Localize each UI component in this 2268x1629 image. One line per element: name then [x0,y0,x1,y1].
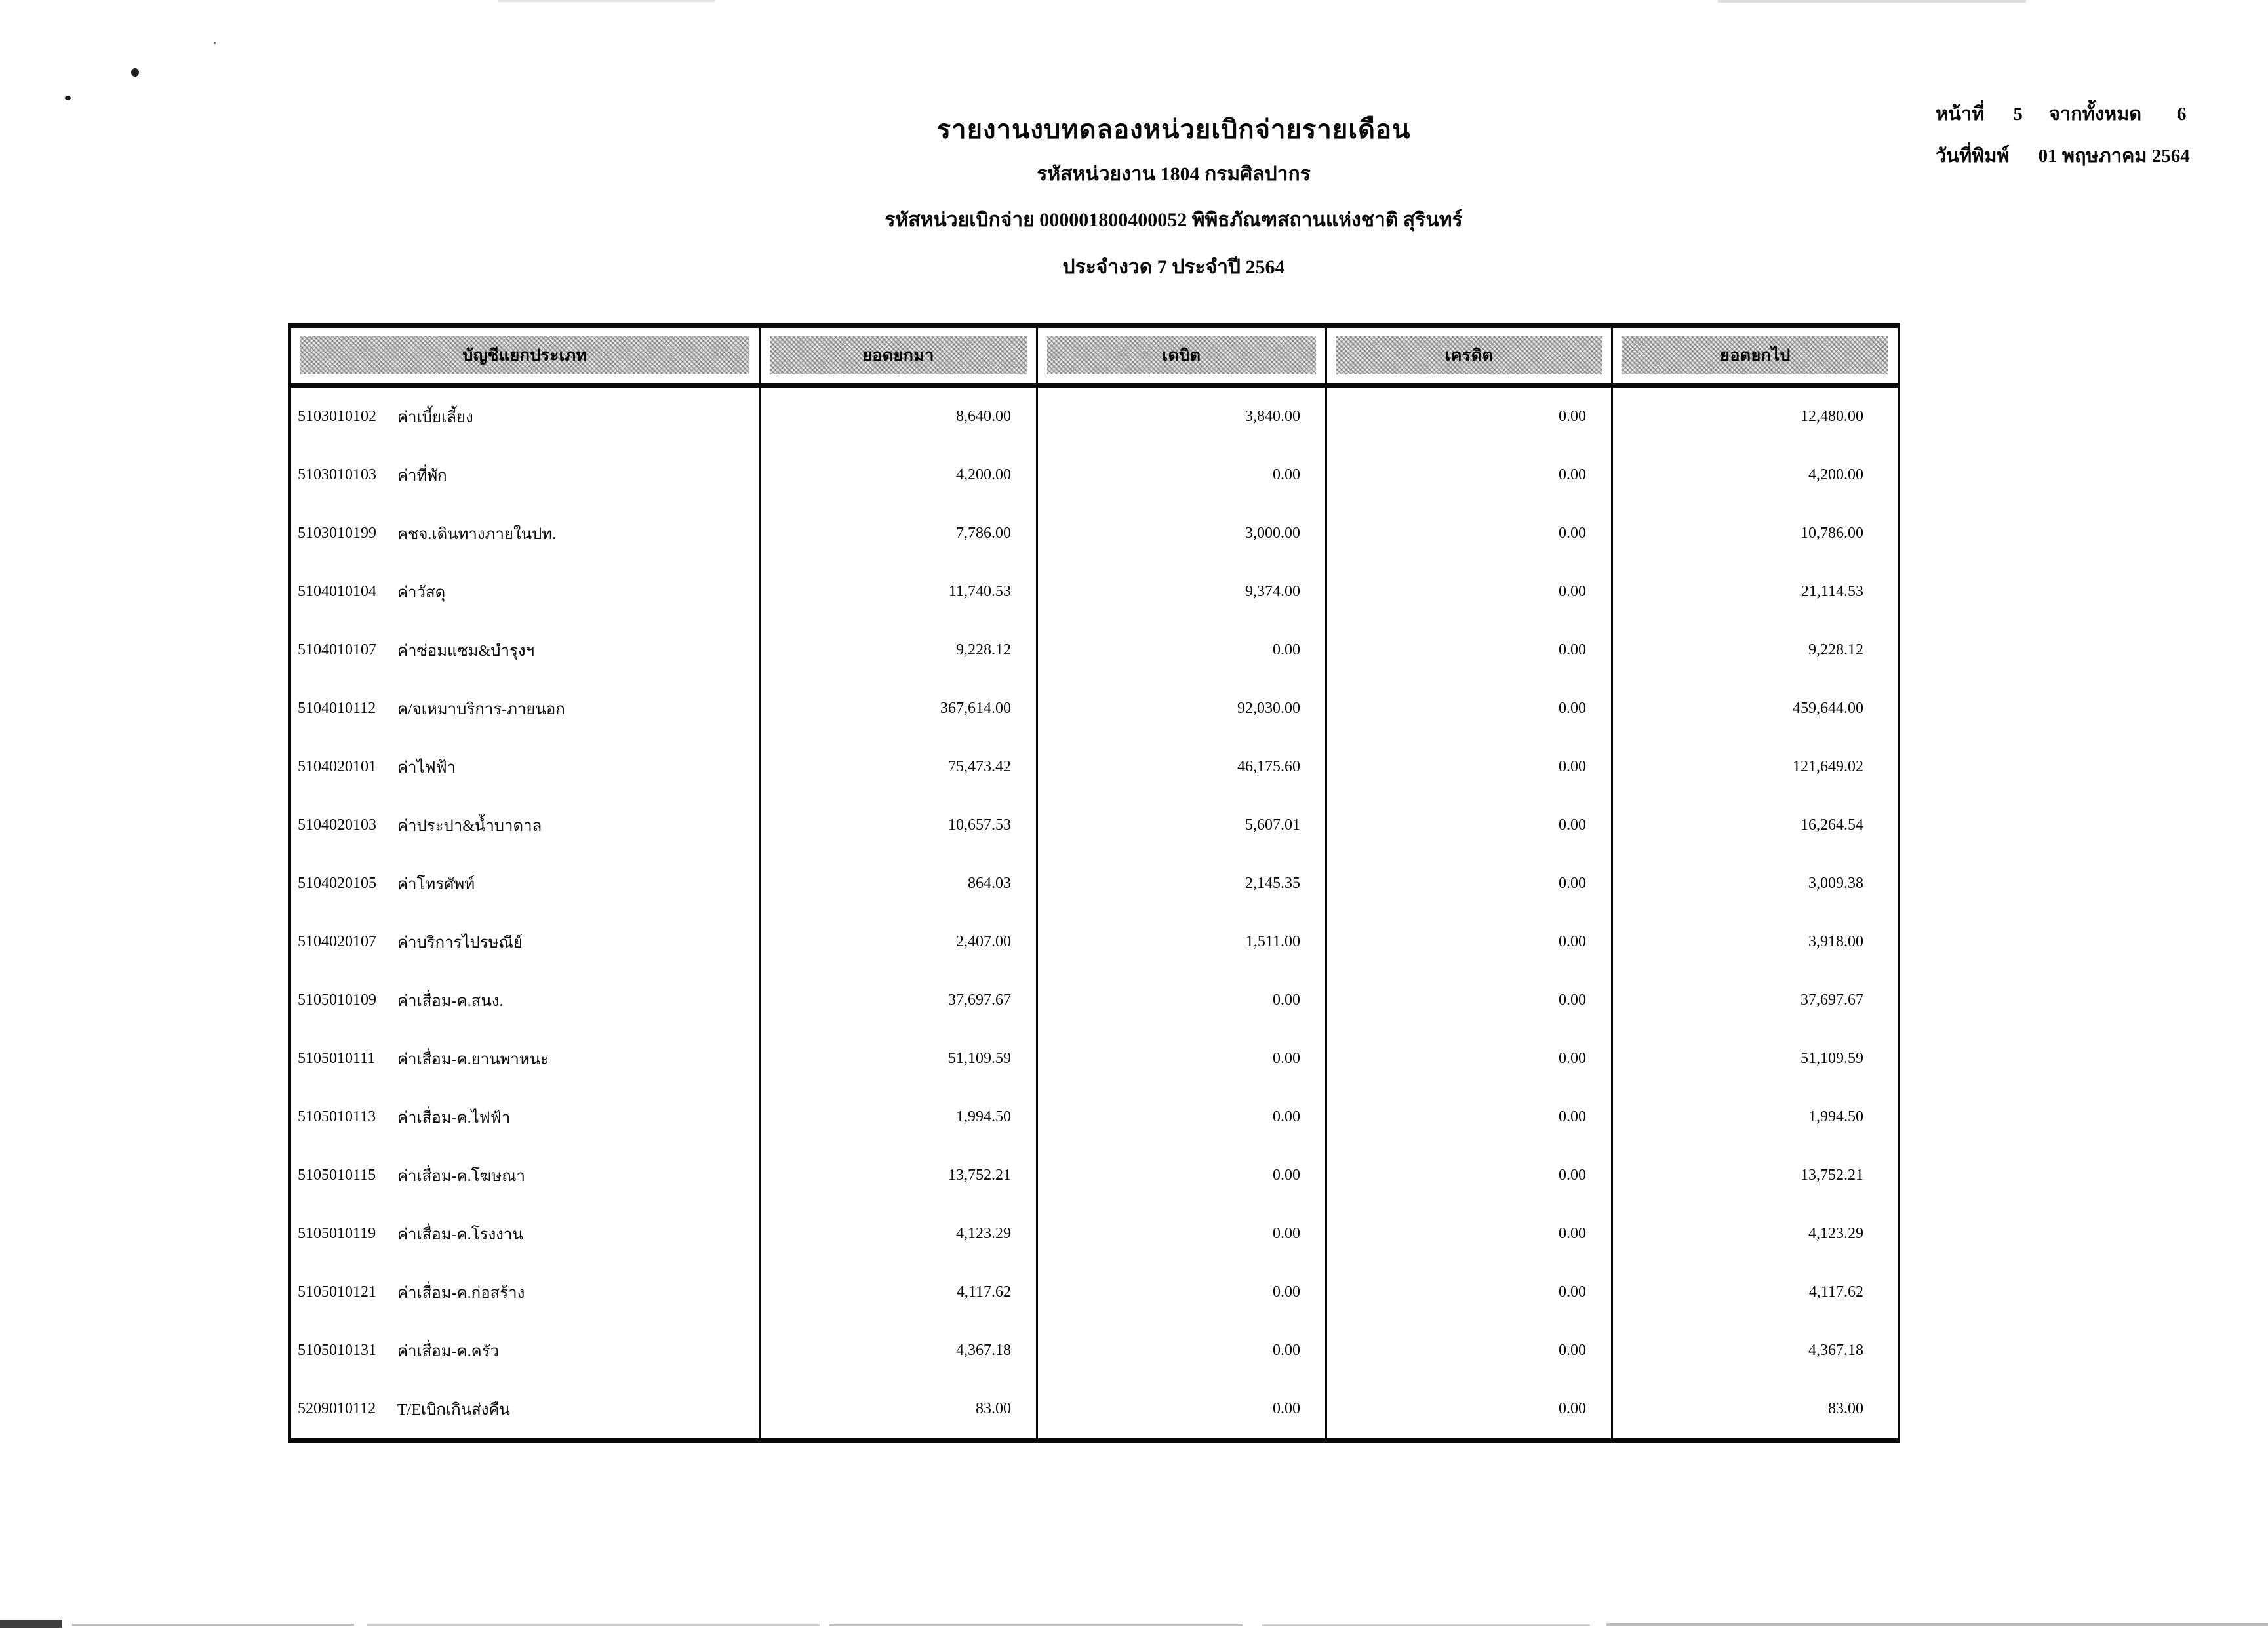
table-row [291,1146,1898,1205]
header-cell-debit [1038,328,1327,383]
brought-forward-cell [761,1146,1038,1205]
brought-forward-cell [761,796,1038,855]
account-cell [291,504,761,563]
scan-edge-artifact [1262,1624,1590,1626]
scan-edge-artifact [498,0,715,2]
amount-debit: 1,511.00 [1245,933,1300,950]
amount-credit: 0.00 [1559,1283,1586,1300]
brought-forward-cell [761,855,1038,913]
amount-carried-forward: 1,994.50 [1808,1108,1863,1125]
amount-carried-forward: 37,697.67 [1800,992,1863,1009]
amount-carried-forward: 3,009.38 [1808,875,1863,892]
trial-balance-table [288,323,1900,1443]
header-cell-account [291,328,761,383]
amount-debit: 46,175.60 [1237,758,1300,775]
debit-cell [1038,1263,1327,1321]
amount-brought-forward: 2,407.00 [956,933,1011,950]
account-name: ค่าโทรศัพท์ [397,876,475,893]
debit-cell [1038,1205,1327,1263]
amount-credit: 0.00 [1559,700,1586,717]
header-label-debit: เดบิต [1047,336,1316,374]
account-code: 5103010102 [298,408,376,425]
report-title: รายงานงบทดลองหน่วยเบิกจ่ายรายเดือน [936,115,1411,144]
scan-edge-artifact [367,1624,820,1626]
report-header [518,111,1829,282]
account-cell [291,1263,761,1321]
amount-debit: 0.00 [1273,1108,1300,1125]
amount-carried-forward: 12,480.00 [1800,408,1863,425]
scan-edge-artifact [72,1624,354,1626]
credit-cell [1327,796,1613,855]
account-code: 5105010115 [298,1167,376,1184]
brought-forward-cell [761,563,1038,621]
brought-forward-cell [761,1205,1038,1263]
amount-debit: 0.00 [1273,466,1300,483]
account-name: ค่าประปา&น้ำบาดาล [397,818,542,835]
account-code: 5105010111 [298,1050,376,1067]
brought-forward-cell [761,679,1038,738]
amount-brought-forward: 75,473.42 [948,758,1011,775]
amount-debit: 0.00 [1273,1342,1300,1359]
amount-credit: 0.00 [1559,1167,1586,1184]
table-row [291,679,1898,738]
amount-debit: 3,000.00 [1245,525,1300,542]
amount-credit: 0.00 [1559,758,1586,775]
account-code: 5103010199 [298,525,376,542]
scan-edge-artifact [0,1620,62,1628]
amount-credit: 0.00 [1559,525,1586,542]
debit-cell [1038,1321,1327,1380]
brought-forward-cell [761,388,1038,446]
page-number-line [1936,98,2190,140]
account-name: ค่าเสื่อม-ค.ครัว [397,1343,500,1360]
account-cell [291,971,761,1030]
account-name: ค่าเสื่อม-ค.โรงงาน [397,1226,523,1243]
account-code: 5104020103 [298,816,376,834]
amount-brought-forward: 7,786.00 [956,525,1011,542]
debit-cell [1038,1146,1327,1205]
carried-forward-cell [1613,446,1898,504]
account-code: 5105010131 [298,1342,376,1359]
header-cell-brought-forward [761,328,1038,383]
amount-debit: 0.00 [1273,1283,1300,1300]
debit-cell [1038,855,1327,913]
amount-brought-forward: 1,994.50 [956,1108,1011,1125]
table-row [291,1263,1898,1321]
amount-debit: 0.00 [1273,1400,1300,1417]
account-cell [291,679,761,738]
amount-carried-forward: 10,786.00 [1800,525,1863,542]
account-code: 5209010112 [298,1400,376,1417]
debit-cell [1038,913,1327,971]
account-name: ค/จเหมาบริการ-ภายนอก [397,701,565,718]
amount-debit: 9,374.00 [1245,583,1300,600]
credit-cell [1327,855,1613,913]
credit-cell [1327,388,1613,446]
debit-cell [1038,1030,1327,1088]
credit-cell [1327,1205,1613,1263]
amount-brought-forward: 37,697.67 [948,992,1011,1009]
account-cell [291,913,761,971]
account-code: 5104010107 [298,641,376,658]
table-row [291,913,1898,971]
account-name: ค่าเสื่อม-ค.ก่อสร้าง [397,1285,525,1302]
scan-edge-artifact [1606,1623,2268,1626]
header-label-account: บัญชีแยกประเภท [300,336,749,374]
amount-carried-forward: 21,114.53 [1800,583,1863,600]
amount-debit: 0.00 [1273,641,1300,658]
amount-debit: 0.00 [1273,1167,1300,1184]
amount-carried-forward: 3,918.00 [1808,933,1863,950]
carried-forward-cell [1613,913,1898,971]
account-name: ค่าเบี้ยเลี้ยง [397,409,473,426]
account-code: 5104010104 [298,583,376,600]
brought-forward-cell [761,504,1038,563]
amount-brought-forward: 11,740.53 [948,583,1011,600]
account-name: ค่าบริการไปรษณีย์ [397,935,523,952]
credit-cell [1327,1321,1613,1380]
account-code: 5104020105 [298,875,376,892]
amount-carried-forward: 13,752.21 [1800,1167,1863,1184]
table-row [291,796,1898,855]
header-label-brought-forward: ยอดยกมา [770,336,1027,374]
amount-brought-forward: 4,200.00 [956,466,1011,483]
debit-cell [1038,504,1327,563]
table-row [291,388,1898,446]
amount-credit: 0.00 [1559,583,1586,600]
page-number-value: 5 [2013,104,2023,125]
credit-cell [1327,913,1613,971]
amount-debit: 2,145.35 [1245,875,1300,892]
account-name: ค่าเสื่อม-ค.โฆษณา [397,1168,525,1185]
amount-debit: 92,030.00 [1237,700,1300,717]
credit-cell [1327,738,1613,796]
amount-debit: 0.00 [1273,992,1300,1009]
scan-speck [214,42,216,44]
account-cell [291,738,761,796]
table-row [291,621,1898,679]
total-pages-value: 6 [2177,104,2187,125]
amount-carried-forward: 4,367.18 [1808,1342,1863,1359]
carried-forward-cell [1613,1088,1898,1146]
amount-brought-forward: 8,640.00 [956,408,1011,425]
account-name: ค่าเสื่อม-ค.ไฟฟ้า [397,1110,511,1127]
account-code: 5105010119 [298,1225,376,1242]
amount-brought-forward: 4,367.18 [956,1342,1011,1359]
account-cell [291,1088,761,1146]
carried-forward-cell [1613,1030,1898,1088]
amount-debit: 0.00 [1273,1225,1300,1242]
carried-forward-cell [1613,1205,1898,1263]
credit-cell [1327,1146,1613,1205]
brought-forward-cell [761,913,1038,971]
amount-carried-forward: 459,644.00 [1793,700,1863,717]
account-name: T/Eเบิกเกินส่งคืน [397,1401,510,1418]
report-agency-line: รหัสหน่วยงาน 1804 กรมศิลปากร [1037,163,1311,185]
account-code: 5104020101 [298,758,376,775]
page-number-label: หน้าที่ [1936,104,1985,125]
amount-debit: 3,840.00 [1245,408,1300,425]
brought-forward-cell [761,738,1038,796]
scan-speck [131,68,139,77]
debit-cell [1038,738,1327,796]
carried-forward-cell [1613,738,1898,796]
brought-forward-cell [761,621,1038,679]
table-row [291,1321,1898,1380]
table-row [291,738,1898,796]
carried-forward-cell [1613,388,1898,446]
table-row [291,1030,1898,1088]
account-cell [291,621,761,679]
table-row [291,446,1898,504]
amount-carried-forward: 16,264.54 [1800,816,1863,834]
account-name: ค่าที่พัก [397,468,447,485]
debit-cell [1038,563,1327,621]
credit-cell [1327,563,1613,621]
account-code: 5105010113 [298,1108,376,1125]
amount-debit: 5,607.01 [1245,816,1300,834]
print-date-line [1936,140,2190,182]
table-row [291,971,1898,1030]
carried-forward-cell [1613,563,1898,621]
amount-credit: 0.00 [1559,408,1586,425]
debit-cell [1038,1088,1327,1146]
account-code: 5105010121 [298,1283,376,1300]
brought-forward-cell [761,446,1038,504]
debit-cell [1038,1380,1327,1438]
account-name: ค่าเสื่อม-ค.สนง. [397,993,504,1010]
account-code: 5103010103 [298,466,376,483]
header-label-credit: เครดิต [1336,336,1602,374]
account-name: ค่าเสื่อม-ค.ยานพาหนะ [397,1051,549,1068]
credit-cell [1327,1088,1613,1146]
carried-forward-cell [1613,796,1898,855]
credit-cell [1327,679,1613,738]
account-cell [291,1146,761,1205]
account-name: ค่าไฟฟ้า [397,759,456,776]
account-cell [291,388,761,446]
carried-forward-cell [1613,504,1898,563]
credit-cell [1327,1380,1613,1438]
amount-brought-forward: 367,614.00 [940,700,1011,717]
amount-credit: 0.00 [1559,933,1586,950]
brought-forward-cell [761,1030,1038,1088]
debit-cell [1038,971,1327,1030]
report-period-line: ประจำงวด 7 ประจำปี 2564 [1062,256,1285,278]
carried-forward-cell [1613,971,1898,1030]
carried-forward-cell [1613,679,1898,738]
total-pages-label: จากทั้งหมด [2048,104,2142,125]
amount-credit: 0.00 [1559,1400,1586,1417]
debit-cell [1038,388,1327,446]
brought-forward-cell [761,971,1038,1030]
brought-forward-cell [761,1321,1038,1380]
carried-forward-cell [1613,1146,1898,1205]
scan-edge-artifact [1718,0,2026,3]
header-cell-carried-forward [1613,328,1898,383]
account-cell [291,855,761,913]
credit-cell [1327,504,1613,563]
account-cell [291,796,761,855]
account-code: 5104010112 [298,700,376,717]
brought-forward-cell [761,1263,1038,1321]
amount-carried-forward: 4,117.62 [1808,1283,1863,1300]
table-header-row [291,328,1898,388]
table-row [291,1380,1898,1438]
credit-cell [1327,971,1613,1030]
account-cell [291,1030,761,1088]
credit-cell [1327,1263,1613,1321]
credit-cell [1327,621,1613,679]
carried-forward-cell [1613,1263,1898,1321]
table-row [291,1205,1898,1263]
amount-credit: 0.00 [1559,816,1586,834]
amount-carried-forward: 4,200.00 [1808,466,1863,483]
account-cell [291,1205,761,1263]
amount-brought-forward: 4,117.62 [956,1283,1011,1300]
account-cell [291,563,761,621]
amount-carried-forward: 83.00 [1828,1400,1863,1417]
header-cell-credit [1327,328,1613,383]
table-row [291,504,1898,563]
table-row [291,1088,1898,1146]
brought-forward-cell [761,1380,1038,1438]
amount-brought-forward: 9,228.12 [956,641,1011,658]
amount-brought-forward: 4,123.29 [956,1225,1011,1242]
amount-carried-forward: 51,109.59 [1800,1050,1863,1067]
amount-credit: 0.00 [1559,1342,1586,1359]
amount-credit: 0.00 [1559,1050,1586,1067]
amount-carried-forward: 9,228.12 [1808,641,1863,658]
debit-cell [1038,796,1327,855]
amount-credit: 0.00 [1559,1108,1586,1125]
account-cell [291,446,761,504]
scan-edge-artifact [829,1624,1243,1626]
carried-forward-cell [1613,621,1898,679]
debit-cell [1038,446,1327,504]
account-name: คชจ.เดินทางภายในปท. [397,526,557,543]
amount-credit: 0.00 [1559,875,1586,892]
table-row [291,563,1898,621]
print-date-value: 01 พฤษภาคม 2564 [2038,146,2190,167]
account-name: ค่าซ่อมแซม&บำรุงฯ [397,643,535,660]
debit-cell [1038,679,1327,738]
print-date-label: วันที่พิมพ์ [1936,146,2010,167]
carried-forward-cell [1613,855,1898,913]
amount-brought-forward: 51,109.59 [948,1050,1011,1067]
amount-credit: 0.00 [1559,992,1586,1009]
amount-brought-forward: 10,657.53 [948,816,1011,834]
account-cell [291,1380,761,1438]
amount-brought-forward: 864.03 [968,875,1011,892]
amount-carried-forward: 121,649.02 [1793,758,1863,775]
account-name: ค่าวัสดุ [397,584,446,601]
carried-forward-cell [1613,1321,1898,1380]
table-row [291,855,1898,913]
amount-brought-forward: 13,752.21 [948,1167,1011,1184]
amount-credit: 0.00 [1559,641,1586,658]
amount-debit: 0.00 [1273,1050,1300,1067]
header-label-carried-forward: ยอดยกไป [1622,336,1888,374]
amount-credit: 0.00 [1559,466,1586,483]
amount-carried-forward: 4,123.29 [1808,1225,1863,1242]
report-disbursing-unit-line: รหัสหน่วยเบิกจ่าย 000001800400052 พิพิธภัณฑสถานแห่งชาติ สุรินทร์ [885,209,1463,231]
amount-brought-forward: 83.00 [976,1400,1011,1417]
page-info-block [1936,98,2190,182]
amount-credit: 0.00 [1559,1225,1586,1242]
credit-cell [1327,446,1613,504]
account-code: 5105010109 [298,992,376,1009]
credit-cell [1327,1030,1613,1088]
debit-cell [1038,621,1327,679]
account-code: 5104020107 [298,933,376,950]
brought-forward-cell [761,1088,1038,1146]
carried-forward-cell [1613,1380,1898,1438]
scan-speck [65,96,71,100]
account-cell [291,1321,761,1380]
